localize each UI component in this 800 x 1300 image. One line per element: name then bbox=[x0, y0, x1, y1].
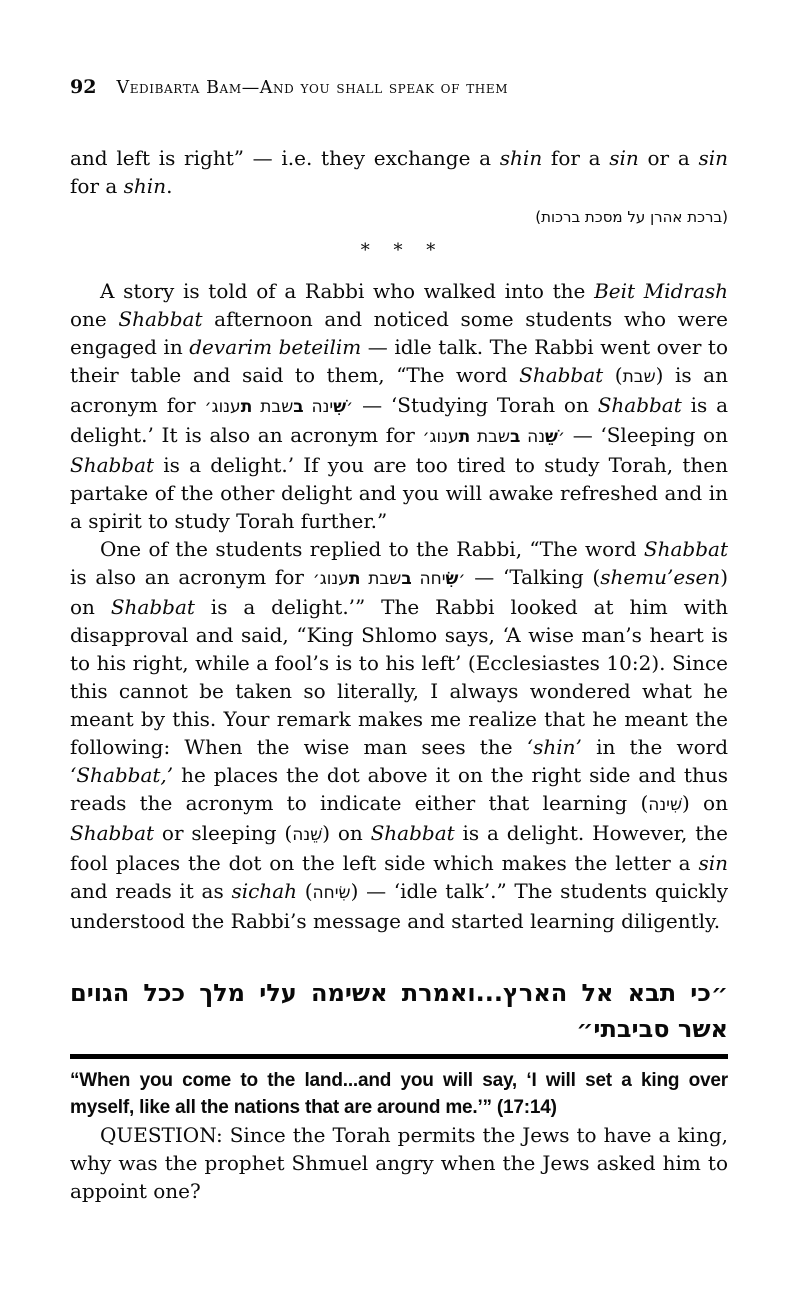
story-paragraph-1: A story is told of a Rabbi who walked into the Beit Midrash one Shabbat afternoon and noticed some students who were engaged in devarim beteilim — idle talk. The Rabbi went over to their table and said to them, “The word Shabbat (שבת) is an acronym for ׳שִׁינה בשבת תענוג׳ — ‘Studying Torah on Shabbat is a delight.’ It is also an acronym for ׳שֵׁנה בשבת תענוג׳ — ‘Sleeping on Shabbat is a delight.’ If you are too tired to study Torah, then partake of the other delight and you will awake refreshed and in a spirit to study Torah further.” bbox=[70, 279, 729, 533]
page-number: 92 bbox=[70, 76, 97, 98]
question-paragraph: QUESTION: Since the Torah permits the Jews to have a king, why was the prophet Shmuel angry when the Jews asked him to appoint one? bbox=[70, 1123, 728, 1203]
running-title: Vedibarta Bam—And you shall speak of them bbox=[116, 78, 509, 98]
continuation-paragraph: and left is right” — i.e. they exchange a shin for a sin or a sin for a shin. bbox=[70, 146, 729, 198]
torah-verse-translation: “When you come to the land...and you will say, ‘I will set a king over myself, like all the nations that are around me.’” (17:14) bbox=[70, 1070, 728, 1118]
page-header bbox=[70, 76, 728, 98]
hebrew-source-citation: (ברכת אהרן על מסכת ברכות) bbox=[535, 208, 728, 226]
story-paragraph-2: One of the students replied to the Rabbi, “The word Shabbat is also an acronym for ׳שִׂיחה בשבת תענוג׳ — ‘Talking (shemu’esen) on Shabbat is a delight.’” The Rabbi looked at him with disapproval and said, “King Shlomo says, ‘A wise man’s heart is to his right, while a fool’s is to his left’ (Ecclesiastes 10:2). Since this cannot be taken so literally, I always wondered what he meant by this. Your remark makes me realize that he meant the following: When the wise man sees the ‘shin’ in the word ‘Shabbat,’ he places the dot above it on the right side and thus reads the acronym to indicate either that learning (שִׁינה) on Shabbat or sleeping (שֵׁנה) on Shabbat is a delight. However, the fool places the dot on the left side which makes the letter a sin and reads it as sichah (שִׂיחה) — ‘idle talk’.” The students quickly understood the Rabbi’s message and started learning diligently. bbox=[70, 537, 729, 933]
section-separator: * * * bbox=[360, 240, 438, 261]
divider-rule bbox=[70, 1054, 728, 1059]
torah-verse-hebrew-heading: ״כי תבא אל הארץ...ואמרת אשימה עלי מלך ככל הגוים אשר סביבתי״ bbox=[70, 979, 728, 1043]
